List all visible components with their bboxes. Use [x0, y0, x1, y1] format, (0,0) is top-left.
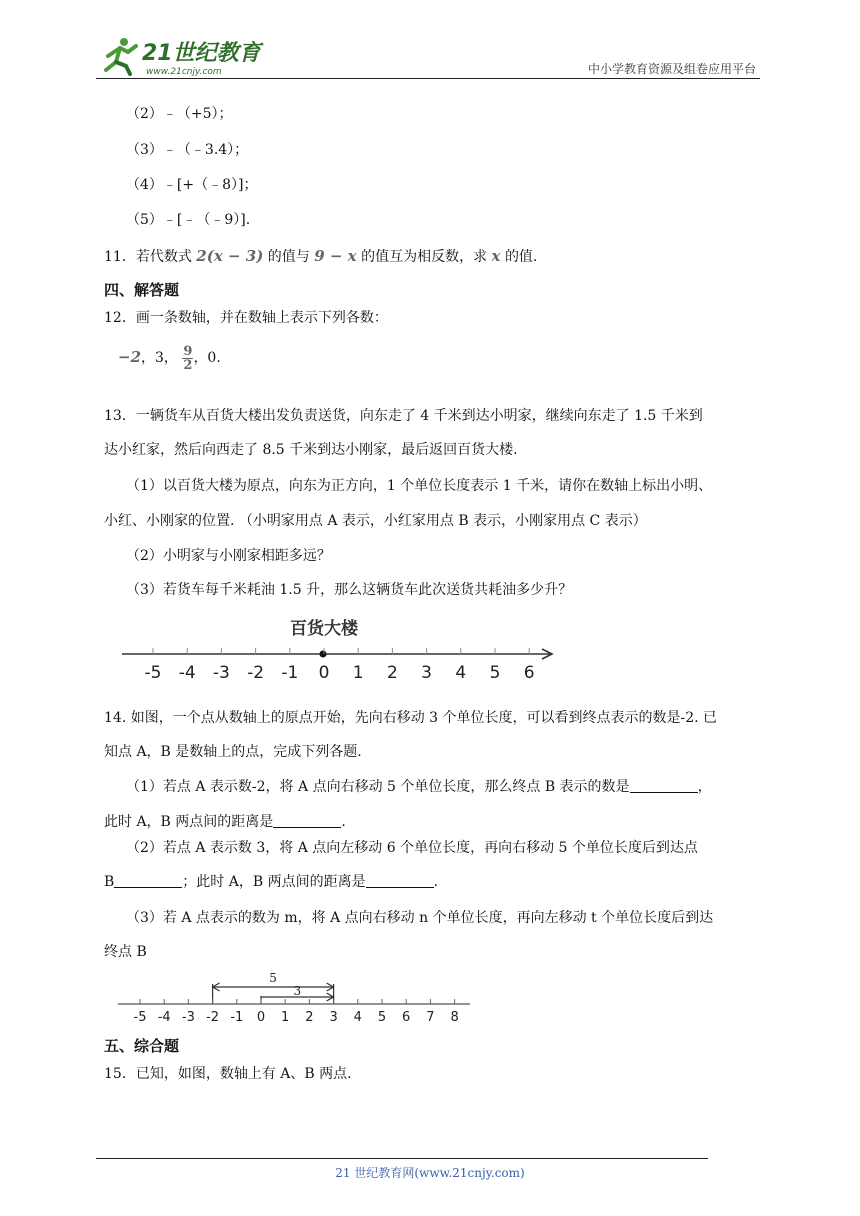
q13-line1: 13．一辆货车从百货大楼出发负责送货，向东走了 4 千米到达小明家，继续向东走了 1.5 千米到 — [104, 408, 703, 424]
tick-label: 3 — [421, 663, 433, 683]
q12-n1: −2 — [118, 348, 142, 366]
q14-p1a-text: （1）若点 A 表示数-2，将 A 点向右移动 5 个单位长度，那么终点 B 表示的数是 — [126, 779, 630, 795]
q14-part3a: （3）若 A 点表示的数为 m，将 A 点向右移动 n 个单位长度，再向左移动 t 个单位长度后到达 — [126, 910, 714, 926]
tick-label: 2 — [305, 1010, 314, 1025]
item-3: （3）﹣（﹣3.4）； — [126, 142, 249, 158]
tick-label: 3 — [329, 1010, 338, 1025]
tick-label: -3 — [181, 1010, 195, 1025]
q14-part2b — [104, 872, 438, 892]
question-11 — [104, 246, 537, 267]
tick-label: 6 — [402, 1010, 411, 1025]
q12-tail: ，0. — [193, 350, 221, 366]
logo — [96, 34, 266, 78]
q14-number-line — [116, 968, 476, 1030]
tick-label: -5 — [133, 1010, 147, 1025]
tick-label: 2 — [386, 663, 398, 683]
tick-label: -2 — [247, 663, 265, 683]
q11-mid: 的值与 — [267, 249, 310, 265]
q14-line1: 14. 如图，一个点从数轴上的原点开始，先向右移动 3 个单位长度，可以看到终点表示的数是-2. 已 — [104, 710, 718, 726]
item-5: （5）﹣[﹣（﹣9）]. — [126, 212, 251, 228]
logo-text: 21世纪教育 — [142, 41, 261, 66]
q13-part1a: （1）以百货大楼为原点，向东为正方向，1 个单位长度表示 1 千米，请你在数轴上标出小明、 — [126, 478, 713, 494]
tick-label: 5 — [489, 663, 501, 683]
tick-label: 1 — [352, 663, 364, 683]
movement-arrows — [213, 971, 334, 1004]
tick-label: -5 — [144, 663, 162, 683]
q12-sep1: ，3， — [141, 350, 178, 366]
tick-label: 7 — [426, 1010, 435, 1025]
footer-text: 21 世纪教育网(www.21cnjy.com) — [335, 1166, 525, 1180]
q14-part1a — [126, 777, 712, 797]
question-15: 15．已知，如图，数轴上有 A、B 两点. — [104, 1066, 352, 1082]
q12-fraction — [182, 345, 193, 372]
q11-var: x — [491, 247, 501, 265]
tick-label: 8 — [450, 1010, 459, 1025]
runner-icon — [106, 38, 136, 74]
q13-number-line — [118, 612, 568, 684]
tick-label: 5 — [377, 1010, 387, 1025]
q14-part3b: 终点 B — [104, 944, 147, 960]
q14-p2b-start: B — [104, 874, 115, 890]
tick-label: -1 — [281, 663, 299, 683]
q11-mid2: 的值互为相反数，求 — [361, 249, 488, 265]
q14-p1b-end: . — [341, 814, 346, 830]
question-12: 12．画一条数轴，并在数轴上表示下列各数： — [104, 310, 388, 326]
tick-label: 1 — [281, 1010, 290, 1025]
q14-part1b — [104, 812, 346, 832]
q14-p1a-end: ， — [697, 779, 712, 795]
tick-label: 0 — [318, 663, 330, 683]
tick-label: -1 — [230, 1010, 244, 1025]
q12-numbers — [118, 344, 221, 372]
q13-line2: 达小红家，然后向西走了 8.5 千米到达小刚家，最后返回百货大楼. — [104, 442, 518, 458]
frac-den: 2 — [183, 357, 193, 373]
q11-expr2: 9 − x — [314, 247, 357, 265]
section-4-title: 四、解答题 — [104, 281, 180, 299]
q13-part1b: 小红、小刚家的位置. （小明家用点 A 表示，小红家用点 B 表示，小刚家用点 C 表示） — [104, 513, 647, 529]
answer-blank[interactable] — [273, 813, 341, 828]
tick-label: -4 — [157, 1010, 171, 1025]
tick-label: 4 — [455, 663, 467, 683]
tick-label: 6 — [523, 663, 535, 683]
answer-blank[interactable] — [630, 778, 698, 793]
q13-part3: （3）若货车每千米耗油 1.5 升，那么这辆货车此次送货共耗油多少升？ — [126, 582, 573, 598]
q14-line2: 知点 A，B 是数轴上的点，完成下列各题. — [104, 744, 362, 760]
answer-blank[interactable] — [366, 873, 434, 888]
footer-divider — [96, 1158, 708, 1159]
q14-p2b-end: . — [433, 874, 439, 890]
tick-label: -3 — [212, 663, 230, 683]
q11-suffix: 的值. — [504, 249, 538, 265]
q14-part2a: （2）若点 A 表示数 3，将 A 点向左移动 6 个单位长度，再向右移动 5 个单位长度后到达点 — [126, 840, 698, 856]
item-4: （4）﹣[+（﹣8）]； — [126, 177, 258, 193]
header-divider — [96, 78, 760, 79]
q11-prefix: 11．若代数式 — [104, 249, 192, 265]
tick-label: -4 — [178, 663, 196, 683]
origin-dot — [320, 651, 327, 658]
section-5-title: 五、综合题 — [104, 1037, 180, 1055]
platform-name: 中小学教育资源及组卷应用平台 — [587, 62, 756, 76]
item-2: （2）﹣（+5）； — [126, 106, 233, 122]
tick-label: 0 — [256, 1010, 266, 1025]
arrow-label-3: 3 — [293, 984, 302, 998]
axis-label-department-store: 百货大楼 — [290, 619, 358, 639]
q14-p2b-mid: ；此时 A，B 两点间的距离是 — [182, 874, 366, 890]
q13-part2: （2）小明家与小刚家相距多远？ — [126, 548, 331, 564]
arrow-label-5: 5 — [269, 971, 277, 985]
logo-url: www.21cnjy.com — [146, 67, 222, 77]
q14-p1b-text: 此时 A，B 两点间的距离是 — [104, 814, 274, 830]
tick-label: -2 — [206, 1010, 220, 1025]
frac-num: 9 — [183, 343, 193, 359]
q11-expr1: 2(x − 3) — [196, 247, 264, 265]
tick-label: 4 — [353, 1010, 362, 1025]
answer-blank[interactable] — [114, 873, 182, 888]
